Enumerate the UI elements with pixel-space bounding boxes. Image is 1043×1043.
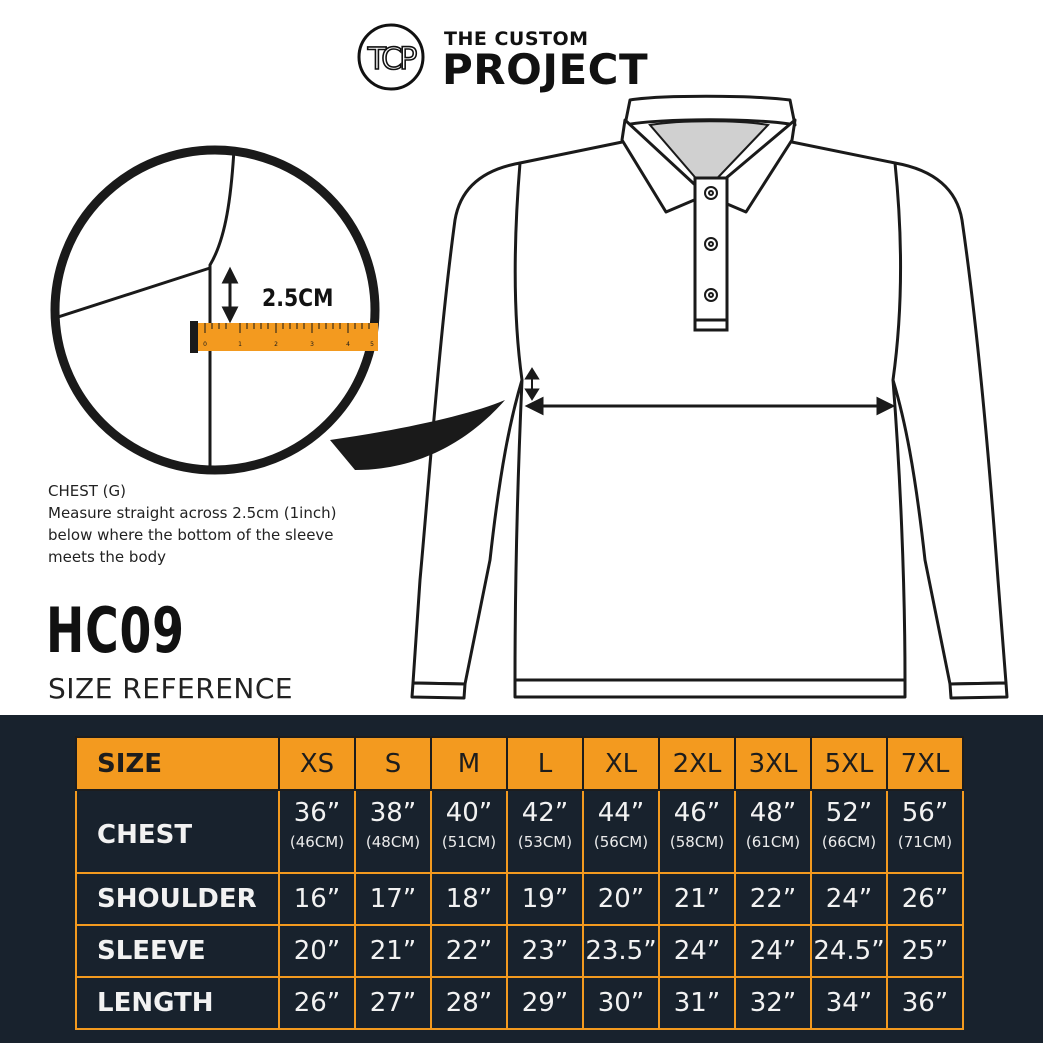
chest-inch: 46” (673, 798, 721, 828)
chest-heading: CHEST (G) (48, 482, 127, 500)
chest-inch: 52” (825, 798, 873, 828)
chest-cm: (58CM) (669, 833, 725, 851)
shoulder-value: 20” (597, 884, 645, 914)
chest-cm: (66CM) (821, 833, 877, 851)
table-cell (583, 790, 659, 873)
chest-cm: (71CM) (897, 833, 953, 851)
table-cell (811, 790, 887, 873)
table-cell (583, 873, 659, 925)
chest-inch: 42” (521, 798, 569, 828)
chest-description (48, 480, 408, 568)
chest-inch: 56” (901, 798, 949, 828)
chest-row-label: CHEST (76, 790, 279, 873)
table-cell (659, 925, 735, 977)
table-cell (355, 873, 431, 925)
table-cell (583, 977, 659, 1029)
table-row-shoulder (76, 873, 963, 925)
table-cell (887, 790, 963, 873)
table-cell (887, 977, 963, 1029)
ruler-tick-3: 3 (310, 341, 314, 348)
sleeve-value: 25” (901, 936, 949, 966)
table-cell (811, 873, 887, 925)
shoulder-row-label: SHOULDER (76, 873, 279, 925)
table-cell (279, 790, 355, 873)
table-cell (355, 977, 431, 1029)
size-s: S (355, 737, 431, 790)
table-cell (431, 873, 507, 925)
size-l: L (507, 737, 583, 790)
length-value: 31” (673, 988, 721, 1018)
measure-label: 2.5CM (262, 284, 334, 312)
size-3xl: 3XL (735, 737, 811, 790)
table-cell (355, 790, 431, 873)
length-value: 32” (749, 988, 797, 1018)
table-cell (887, 873, 963, 925)
chest-cm: (53CM) (517, 833, 573, 851)
table-cell (355, 925, 431, 977)
length-value: 26” (293, 988, 341, 1018)
chest-inch: 44” (597, 798, 645, 828)
chest-line-2: below where the bottom of the sleeve (48, 526, 334, 544)
length-value: 36” (901, 988, 949, 1018)
ruler-icon (190, 321, 378, 353)
chest-inch: 40” (445, 798, 493, 828)
shoulder-value: 19” (521, 884, 569, 914)
size-2xl: 2XL (659, 737, 735, 790)
shoulder-value: 22” (749, 884, 797, 914)
table-row-sleeve (76, 925, 963, 977)
table-cell (279, 977, 355, 1029)
table-row-length (76, 977, 963, 1029)
chest-inch: 36” (293, 798, 341, 828)
table-cell (431, 925, 507, 977)
length-row-label: LENGTH (76, 977, 279, 1029)
sleeve-value: 24” (673, 936, 721, 966)
model-code: HC09 (46, 594, 185, 667)
table-cell (507, 873, 583, 925)
size-header-label: SIZE (76, 737, 279, 790)
ruler-tick-4: 4 (346, 341, 350, 348)
size-xl: XL (583, 737, 659, 790)
table-row-chest (76, 790, 963, 873)
ruler-tick-1: 1 (238, 341, 242, 348)
table-cell (735, 790, 811, 873)
table-cell (811, 925, 887, 977)
shoulder-value: 18” (445, 884, 493, 914)
ruler-tick-5: 5 (370, 341, 374, 348)
table-cell (735, 925, 811, 977)
placket (695, 178, 727, 330)
table-cell (431, 977, 507, 1029)
size-xs: XS (279, 737, 355, 790)
size-table-panel (0, 715, 1043, 1043)
table-cell (735, 977, 811, 1029)
table-cell (507, 790, 583, 873)
brand-name-line2: PROJECT (442, 45, 649, 94)
sleeve-value: 24.5” (813, 936, 885, 966)
sleeve-value: 22” (445, 936, 493, 966)
sleeve-value: 23.5” (585, 936, 657, 966)
table-cell (735, 873, 811, 925)
table-cell (507, 977, 583, 1029)
table-cell (507, 925, 583, 977)
ruler-tick-0: 0 (203, 341, 207, 348)
shoulder-value: 21” (673, 884, 721, 914)
shoulder-value: 24” (825, 884, 873, 914)
chest-cm: (51CM) (441, 833, 497, 851)
ruler-tick-2: 2 (274, 341, 278, 348)
table-cell (811, 977, 887, 1029)
chest-inch: 48” (749, 798, 797, 828)
shoulder-value: 17” (369, 884, 417, 914)
chest-line-1: Measure straight across 2.5cm (1inch) (48, 504, 337, 522)
chest-line-3: meets the body (48, 548, 167, 566)
brand-name-line1: THE CUSTOM (444, 28, 589, 50)
length-value: 30” (597, 988, 645, 1018)
chest-cm: (46CM) (289, 833, 345, 851)
size-5xl: 5XL (811, 737, 887, 790)
table-cell (583, 925, 659, 977)
shoulder-value: 26” (901, 884, 949, 914)
size-7xl: 7XL (887, 737, 963, 790)
size-chart-table (75, 736, 964, 1030)
chest-cm: (56CM) (593, 833, 649, 851)
shoulder-value: 16” (293, 884, 341, 914)
brand-logo (356, 22, 696, 96)
tcp-monogram-icon (356, 22, 426, 92)
table-cell (659, 977, 735, 1029)
sleeve-value: 24” (749, 936, 797, 966)
table-cell (659, 873, 735, 925)
table-cell (279, 925, 355, 977)
sleeve-value: 23” (521, 936, 569, 966)
length-value: 27” (369, 988, 417, 1018)
length-value: 34” (825, 988, 873, 1018)
chest-inch: 38” (369, 798, 417, 828)
sleeve-value: 21” (369, 936, 417, 966)
sleeve-value: 20” (293, 936, 341, 966)
sleeve-row-label: SLEEVE (76, 925, 279, 977)
table-cell (431, 790, 507, 873)
size-m: M (431, 737, 507, 790)
chest-cm: (61CM) (745, 833, 801, 851)
table-cell (887, 925, 963, 977)
monogram-text: TCP (367, 42, 415, 77)
chest-cm: (48CM) (365, 833, 421, 851)
length-value: 28” (445, 988, 493, 1018)
length-value: 29” (521, 988, 569, 1018)
model-subtitle: SIZE REFERENCE (48, 672, 294, 705)
table-cell (659, 790, 735, 873)
table-cell (279, 873, 355, 925)
table-header-row (76, 737, 963, 790)
